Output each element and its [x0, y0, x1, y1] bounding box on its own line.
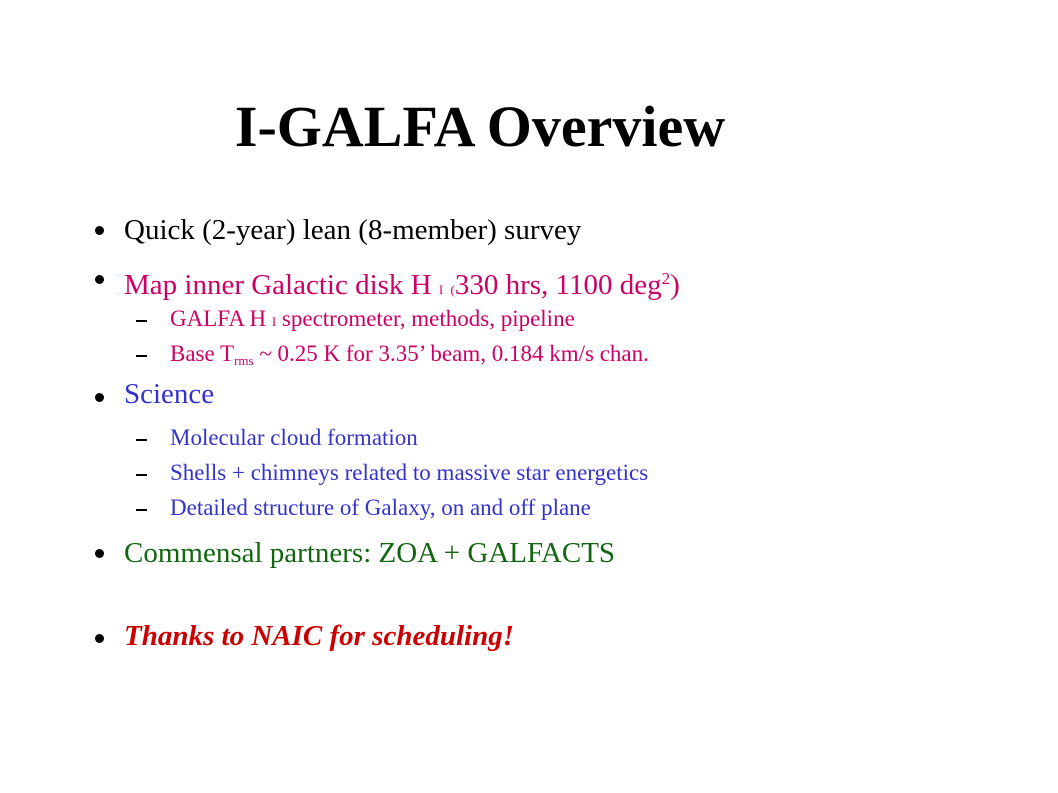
bullet-survey	[124, 213, 581, 247]
bullet-dot	[95, 549, 104, 558]
spectrometer-roman: I	[271, 314, 277, 329]
bullet-map-pre: Map inner Galactic disk H	[124, 269, 432, 301]
molecular-text: Molecular cloud formation	[170, 425, 418, 450]
sub-bullet-spectrometer	[170, 305, 575, 336]
bullet-map-paren: (	[450, 282, 455, 297]
trms-post: ~ 0.25 K for 3.35’ beam, 0.184 km/s chan.	[259, 341, 649, 366]
structure-text: Detailed structure of Galaxy, on and off plane	[170, 495, 591, 520]
sub-bullet-dash	[136, 320, 147, 322]
slide-title: I-GALFA Overview	[234, 94, 726, 159]
sub-bullet-dash	[136, 509, 147, 511]
shells-text: Shells + chimneys related to massive star energetics	[170, 460, 649, 485]
bullet-dot	[95, 393, 104, 402]
sub-bullet-dash	[136, 355, 147, 357]
sub-bullet-molecular	[170, 424, 418, 452]
bullet-commensal-text: Commensal partners: ZOA + GALFACTS	[124, 537, 616, 569]
bullet-science	[124, 377, 214, 411]
bullet-dot	[95, 634, 104, 643]
trms-pre: Base T	[170, 341, 235, 366]
bullet-survey-text: Quick (2-year) lean (8-member) survey	[124, 214, 582, 246]
bullet-commensal	[124, 536, 615, 570]
sub-bullet-dash	[136, 439, 147, 441]
bullet-map-sup: 2	[661, 269, 671, 288]
bullet-thanks-text: Thanks to NAIC for scheduling!	[124, 620, 514, 652]
bullet-science-text: Science	[124, 378, 215, 410]
sub-bullet-dash	[136, 474, 147, 476]
spectrometer-post: spectrometer, methods, pipeline	[281, 306, 575, 331]
bullet-dot	[95, 275, 104, 284]
bullet-map-roman: I	[438, 282, 444, 297]
sub-bullet-shells	[170, 459, 648, 487]
bullet-map-post: )	[670, 269, 680, 301]
bullet-map-mid: 330 hrs, 1100 deg	[454, 269, 662, 301]
bullet-dot	[95, 226, 104, 235]
bullet-map-disk	[124, 262, 680, 307]
sub-bullet-structure	[170, 494, 591, 522]
sub-bullet-trms	[170, 340, 649, 375]
trms-sub: rms	[234, 353, 254, 368]
spectrometer-pre: GALFA H	[170, 306, 267, 331]
bullet-thanks	[124, 619, 514, 653]
